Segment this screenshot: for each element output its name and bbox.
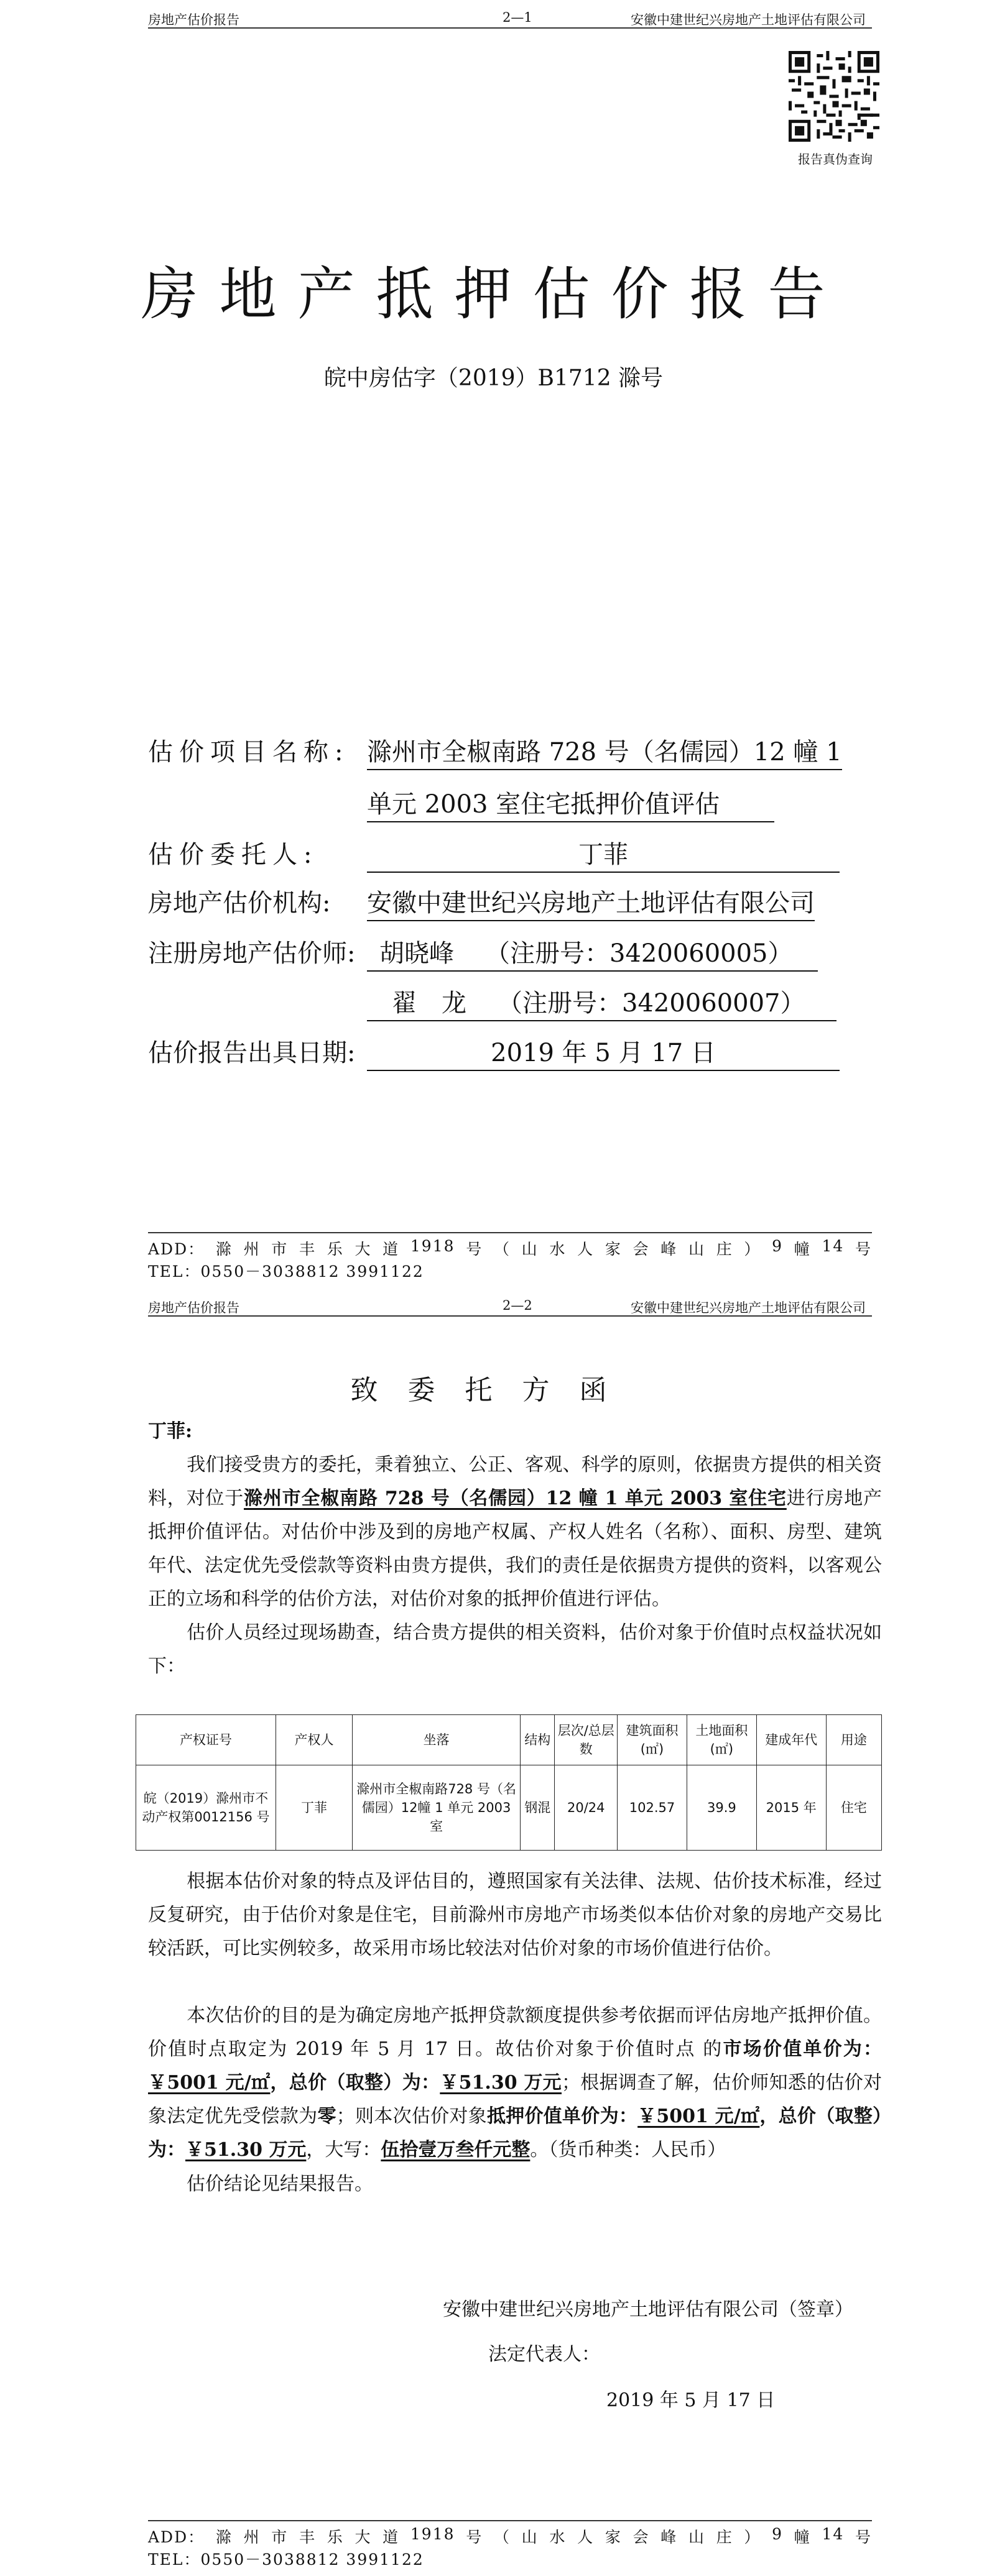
field-label: 估价报告出具日期:: [148, 1039, 356, 1067]
footer-divider: [148, 1232, 872, 1233]
appraiser-reg: （注册号：3420060005）: [485, 939, 793, 968]
letter-salutation: 丁菲:: [148, 1420, 193, 1442]
signature-date: 2019 年 5 月 17 日: [606, 2390, 776, 2411]
field-value: 安徽中建世纪兴房地产土地评估有限公司: [367, 883, 815, 921]
footer-address-token: ）: [744, 1240, 761, 1258]
footer-address-token: 山: [688, 1240, 705, 1258]
table-header: 坐落: [353, 1715, 521, 1765]
footer-address-token: 1918: [410, 2525, 455, 2543]
footer-address-token: ）: [744, 2528, 761, 2546]
table-cell: 钢混: [521, 1765, 555, 1851]
table-header: 结构: [521, 1715, 555, 1765]
letter-paragraph-2: 估价人员经过现场勘查，结合贵方提供的相关资料，估价对象于价值时点权益状况如下：: [148, 1622, 882, 1677]
field-appraiser-1: [148, 934, 818, 972]
field-project-name: [148, 732, 842, 770]
table-header: 产权人: [276, 1715, 352, 1765]
field-client: [148, 835, 840, 873]
footer-address-token: 丰: [299, 1240, 317, 1258]
footer-address-token: （: [493, 2528, 511, 2546]
field-appraiser-2: [367, 983, 836, 1021]
footer-address-token: 号: [466, 1240, 483, 1258]
field-label: 估价委托人:: [148, 840, 318, 869]
document-number: 皖中房估字（2019）B1712 滁号: [323, 366, 664, 391]
signature-representative: 法定代表人：: [488, 2344, 600, 2365]
footer-address: [148, 2525, 872, 2547]
footer-address-token: 家: [605, 2528, 622, 2546]
footer-address-token: 峰: [660, 2528, 678, 2546]
letter-paragraph-3: 根据本估价对象的特点及评估目的，遵照国家有关法律、法规、估价技术标准，经过反复研究，由于估价对象是住宅，目前滁州市房地产市场类似本估价对象的房地产交易比较活跃，可比实例较多，故采用市场比较法对估价对象的市场价值进行估价。: [148, 1870, 882, 1959]
footer-address: [148, 1237, 872, 1259]
table-cell: 20/24: [555, 1765, 618, 1851]
footer-address-token: 14: [822, 1237, 845, 1255]
market-unit-price: ￥5001 元/㎡: [148, 2072, 271, 2094]
page-header: [148, 1294, 872, 1317]
page-header: [148, 6, 872, 29]
footer-address-token: 水: [549, 1240, 567, 1258]
field-label: 注册房地产估价师:: [148, 939, 356, 968]
property-table: [136, 1714, 882, 1851]
table-header: 建筑面积(㎡): [618, 1715, 687, 1765]
signature-company: 安徽中建世纪兴房地产土地评估有限公司（签章）: [443, 2299, 853, 2321]
footer-address-token: 滁: [215, 1240, 233, 1258]
appraiser-name: 翟 龙: [392, 989, 466, 1018]
footer-address-token: 家: [605, 1240, 622, 1258]
table-header: 土地面积(㎡): [687, 1715, 756, 1765]
letter-paragraph-1: 我们接受贵方的委托，秉着独立、公正、客观、科学的原则，依据贵方提供的相关资料，对位于滁州市全椒南路 728 号（名儒园）12 幢 1 单元 2003 室住宅进行房地产抵押价值评估。对估价中涉及到的房地产权属、产权人姓名（名称）、面积、房型、建筑年代、法定优先受偿款等资料由贵方提供，我们的责任是依据贵方提供的资料，以客观公正的立场和科学的估价方法，对估价对象的抵押价值进行评估。: [148, 1454, 883, 1610]
property-address: 滁州市全椒南路 728 号（名儒园）12 幢 1 单元 2003 室住宅: [244, 1488, 787, 1509]
footer-tel: TEL：0550－3038812 3991122: [148, 2551, 424, 2569]
footer-address-token: 幢: [794, 1240, 811, 1258]
header-page-number: 2—1: [503, 10, 532, 25]
footer-address-token: 庄: [716, 2528, 733, 2546]
letter-title: 致委托方函: [350, 1374, 637, 1406]
footer-address-token: 乐: [327, 2528, 344, 2546]
footer-address-token: 号: [855, 1240, 872, 1258]
footer-address-token: 道: [382, 2528, 400, 2546]
header-right: 安徽中建世纪兴房地产土地评估有限公司: [631, 1300, 866, 1315]
table-header-row: [136, 1715, 882, 1765]
footer-address-token: 号: [855, 2528, 872, 2546]
header-right: 安徽中建世纪兴房地产土地评估有限公司: [631, 12, 866, 27]
header-page-number: 2—2: [503, 1298, 532, 1313]
footer-address-token: 道: [382, 1240, 400, 1258]
footer-address-token: 大: [354, 1240, 372, 1258]
mortgage-total-price: ￥51.30 万元: [185, 2139, 307, 2161]
header-left: 房地产估价报告: [148, 12, 239, 27]
appraiser-reg: （注册号：3420060007）: [498, 989, 805, 1018]
footer-address-token: 水: [549, 2528, 567, 2546]
market-total-price: ￥51.30 万元: [440, 2072, 562, 2094]
footer-address-token: 幢: [794, 2528, 811, 2546]
footer-address-token: 会: [633, 2528, 650, 2546]
letter-paragraph-4: 本次估价的目的是为确定房地产抵押贷款额度提供参考依据而评估房地产抵押价值。价值时点取定为 2019 年 5 月 17 日。故估价对象于价值时点 的市场价值单价为：￥5001 元/㎡，总价（取整）为：￥51.30 万元；根据调查了解，估价师知悉的估价对象法定优先受偿款为零；则本次估价对象抵押价值单价为：￥5001 元/㎡，总价（取整）为：￥51.30 万元，大写：伍拾壹万叁仟元整。（货币种类：人民币）: [148, 2005, 883, 2161]
report-title: 房地产抵押估价报告: [141, 261, 846, 328]
footer-address-token: 乐: [327, 1240, 344, 1258]
table-cell: 丁菲: [276, 1765, 352, 1851]
footer-address-token: （: [493, 1240, 511, 1258]
table-cell: 39.9: [687, 1765, 756, 1851]
table-cell: 滁州市全椒南路728 号（名儒园）12幢 1 单元 2003 室: [353, 1765, 521, 1851]
table-cell: 2015 年: [756, 1765, 826, 1851]
field-label: 估价项目名称:: [148, 738, 350, 766]
footer-address-token: 1918: [410, 1237, 455, 1255]
footer-address-token: ADD：: [148, 2528, 205, 2546]
footer-address-token: 庄: [716, 1240, 733, 1258]
qr-code-icon[interactable]: [789, 51, 879, 142]
amount-in-words: 伍拾壹万叁仟元整: [381, 2139, 531, 2161]
qr-caption: 报告真伪查询: [798, 152, 873, 167]
footer-address-token: 号: [466, 2528, 483, 2546]
table-header: 产权证号: [136, 1715, 276, 1765]
footer-address-token: 滁: [215, 2528, 233, 2546]
table-cell: 皖（2019）滁州市不动产权第0012156 号: [136, 1765, 276, 1851]
footer-address-token: 山: [521, 2528, 539, 2546]
appraiser-name: 胡晓峰: [379, 939, 454, 968]
footer-address-token: 会: [633, 1240, 650, 1258]
field-value: 滁州市全椒南路 728 号（名儒园）12 幢 1: [367, 732, 842, 770]
field-agency: [148, 883, 815, 921]
footer-address-token: 州: [243, 1240, 261, 1258]
footer-address-token: 市: [271, 2528, 289, 2546]
footer-address-token: 9: [772, 1237, 784, 1255]
footer-address-token: 山: [521, 1240, 539, 1258]
footer-address-token: 峰: [660, 1240, 678, 1258]
footer-address-token: 14: [822, 2525, 845, 2543]
table-header: 层次/总层数: [555, 1715, 618, 1765]
footer-address-token: 人: [577, 2528, 595, 2546]
footer-address-token: 市: [271, 1240, 289, 1258]
table-row: [136, 1765, 882, 1851]
field-report-date: [148, 1033, 840, 1071]
footer-tel: TEL：0550－3038812 3991122: [148, 1263, 424, 1281]
footer-divider: [148, 2520, 872, 2521]
footer-address-token: 山: [688, 2528, 705, 2546]
field-value: 丁菲: [367, 835, 840, 873]
header-left: 房地产估价报告: [148, 1300, 239, 1315]
letter-paragraph-5: 估价结论见结果报告。: [187, 2173, 373, 2195]
footer-address-token: 丰: [299, 2528, 317, 2546]
field-value: 单元 2003 室住宅抵押价值评估: [367, 784, 774, 822]
mortgage-unit-price: ￥5001 元/㎡: [637, 2105, 760, 2127]
table-cell: 住宅: [826, 1765, 881, 1851]
footer-address-token: ADD：: [148, 1240, 205, 1258]
field-value: 2019 年 5 月 17 日: [367, 1033, 840, 1071]
table-header: 建成年代: [756, 1715, 826, 1765]
footer-address-token: 人: [577, 1240, 595, 1258]
footer-address-token: 大: [354, 2528, 372, 2546]
footer-address-token: 州: [243, 2528, 261, 2546]
table-header: 用途: [826, 1715, 881, 1765]
field-label: 房地产估价机构:: [148, 889, 331, 918]
table-cell: 102.57: [618, 1765, 687, 1851]
field-project-name-cont: [367, 784, 774, 822]
footer-address-token: 9: [772, 2525, 784, 2543]
